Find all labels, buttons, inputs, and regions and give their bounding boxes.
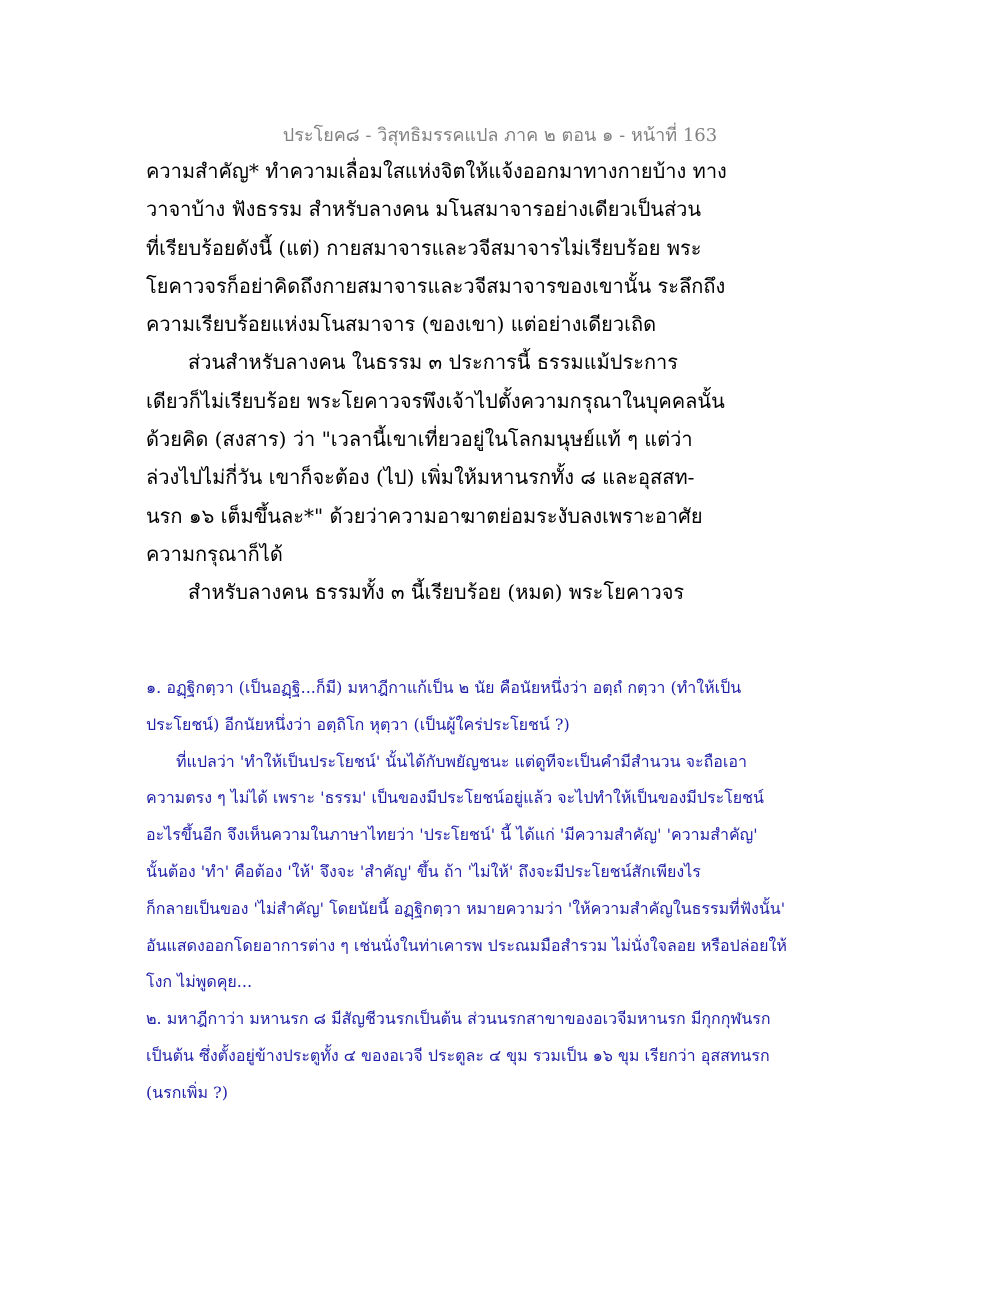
footnote-line: ที่แปลว่า 'ทำให้เป็นประโยชน์' นั้นได้กับพยัญชนะ แต่ดูทีจะเป็นคำมีสำนวน จะถือเอา: [176, 751, 747, 771]
running-header: ประโยค๘ - วิสุทธิมรรคแปล ภาค ๒ ตอน ๑ - หน้าที่ 163: [282, 125, 718, 146]
body-line: ด้วยคิด (สงสาร) ว่า "เวลานี้เขาเที่ยวอยู่ในโลกมนุษย์แท้ ๆ แต่ว่า: [146, 427, 693, 452]
footnote-line: โงก ไม่พูดคุย...: [146, 972, 253, 992]
body-text: [146, 152, 862, 612]
footnote-line: อะไรขึ้นอีก จึงเห็นความในภาษาไทยว่า 'ประโยชน์' นี้ ได้แก่ 'มีความสำคัญ' 'ความสำคัญ': [146, 825, 758, 845]
body-line: นรก ๑๖ เต็มขึ้นละ*" ด้วยว่าความอาฆาตย่อมระงับลงเพราะอาศัย: [146, 503, 703, 528]
body-line: ความสำคัญ* ทำความเลื่อมใสแห่งจิตให้แจ้งออกมาทางกายบ้าง ทาง: [146, 159, 727, 183]
footnote-line: (นรกเพิ่ม ?): [146, 1082, 228, 1102]
footnote-line: อันแสดงออกโดยอาการต่าง ๆ เช่นนั่งในท่าเคารพ ประณมมือสำรวม ไม่นั่งใจลอย หรือปล่อยให้: [146, 935, 787, 955]
footnote-line: ๑. อฏฺฐิกตฺวา (เป็นอฏฺฐิ...ก็มี) มหาฎีกาแก้เป็น ๒ นัย คือนัยหนึ่งว่า อตฺถํ กตฺวา (ทำให้เป็น: [146, 678, 742, 697]
body-line: ล่วงไปไม่กี่วัน เขาก็จะต้อง (ไป) เพิ่มให้มหานรกทั้ง ๘ และอุสสท-: [146, 465, 695, 490]
footnote-line: เป็นต้น ซึ่งตั้งอยู่ข้างประตูทั้ง ๔ ของอเวจี ประตูละ ๔ ขุม รวมเป็น ๑๖ ขุม เรียกว่า อุสสทนรก: [146, 1045, 770, 1065]
body-line: ที่เรียบร้อยดังนี้ (แต่) กายสมาจารและวจีสมาจารไม่เรียบร้อย พระ: [146, 235, 702, 260]
body-line: ความกรุณาก็ได้: [146, 541, 283, 566]
footnote-line: ประโยชน์) อีกนัยหนึ่งว่า อตฺถิโก หุตฺวา (เป็นผู้ใคร่ประโยชน์ ?): [146, 714, 570, 734]
body-line: ส่วนสำหรับลางคน ในธรรม ๓ ประการนี้ ธรรมแม้ประการ: [188, 350, 679, 375]
footnote-line: ความตรง ๆ ไม่ได้ เพราะ 'ธรรม' เป็นของมีประโยชน์อยู่แล้ว จะไปทำให้เป็นของมีประโยชน์: [146, 788, 764, 808]
footnote-line: ก็กลายเป็นของ 'ไม่สำคัญ' โดยนัยนี้ อฏฺฐิกตฺวา หมายความว่า 'ให้ความสำคัญในธรรมที่ฟังนั้น': [146, 898, 786, 918]
body-line: ความเรียบร้อยแห่งมโนสมาจาร (ของเขา) แต่อย่างเดียวเถิด: [146, 312, 657, 337]
body-line: สำหรับลางคน ธรรมทั้ง ๓ นี้เรียบร้อย (หมด) พระโยคาวจร: [188, 580, 685, 605]
body-line: วาจาบ้าง ฟังธรรม สำหรับลางคน มโนสมาจารอย่างเดียวเป็นส่วน: [146, 197, 702, 222]
footnote-line: ๒. มหาฎีกาว่า มหานรก ๘ มีสัญชีวนรกเป็นต้น ส่วนนรกสาขาของอเวจีมหานรก มีกุกกุฬนรก: [146, 1009, 771, 1029]
footnotes: [146, 670, 862, 1112]
body-line: โยคาวจรก็อย่าคิดถึงกายสมาจารและวจีสมาจารของเขานั้น ระลึกถึง: [146, 273, 726, 298]
body-line: เดียวก็ไม่เรียบร้อย พระโยคาวจรพึงเจ้าไปตั้งความกรุณาในบุคคลนั้น: [146, 388, 725, 413]
footnote-line: นั้นต้อง 'ทำ' คือต้อง 'ให้' จึงจะ 'สำคัญ' ขึ้น ถ้า 'ไม่ให้' ถึงจะมีประโยชน์สักเพียงไร: [146, 861, 701, 881]
